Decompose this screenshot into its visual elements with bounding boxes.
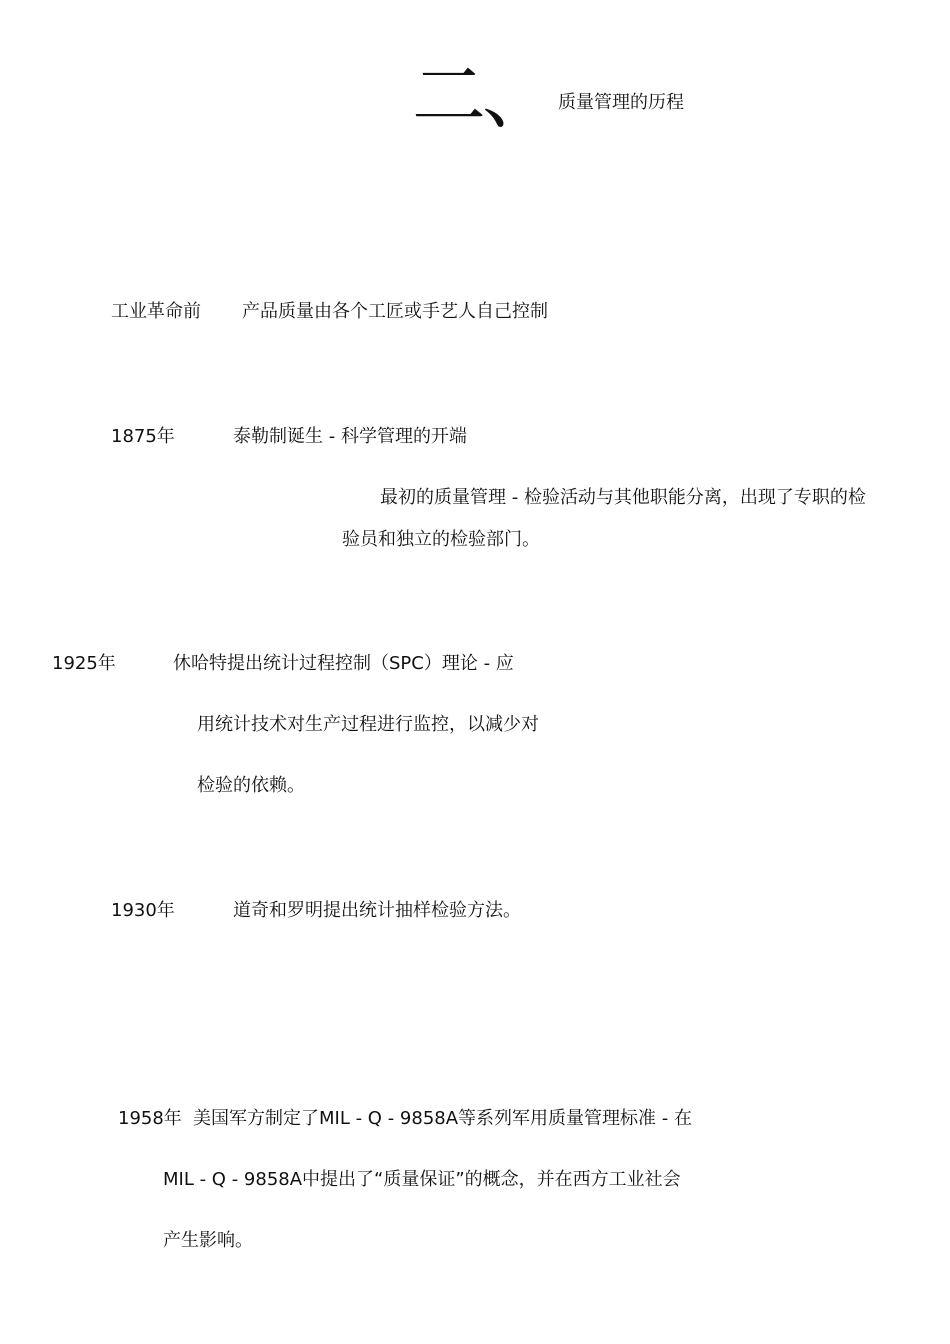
entry-text-continued: 最初的质量管理 - 检验活动与其他职能分离，出现了专职的检 xyxy=(380,487,866,508)
section-title: 质量管理的历程 xyxy=(558,92,684,113)
entry-label: 工业革命前 xyxy=(111,301,201,322)
entry-text: 产品质量由各个工匠或手艺人自己控制 xyxy=(242,301,548,322)
entry-label: 1875年 xyxy=(111,426,175,447)
entry-text: MIL - Q - 9858A中提出了“质量保证”的概念，并在西方工业社会 xyxy=(163,1169,681,1190)
entry-text-continued: 验员和独立的检验部门。 xyxy=(342,529,540,550)
entry-label: 1930年 xyxy=(111,900,175,921)
entry-text: 产生影响。 xyxy=(163,1230,253,1251)
entry-text: 休哈特提出统计过程控制（SPC）理论 - 应 xyxy=(173,653,514,674)
section-numeral: 二、 xyxy=(412,53,552,139)
entry-text: 泰勒制诞生 - 科学管理的开端 xyxy=(233,426,467,447)
entry-text: 用统计技术对生产过程进行监控，以减少对 xyxy=(197,714,539,735)
entry-text: 道奇和罗明提出统计抽样检验方法。 xyxy=(233,900,521,921)
entry-text: 检验的依赖。 xyxy=(197,775,305,796)
entry-label: 1925年 xyxy=(52,653,116,674)
entry-text: 美国军方制定了MIL - Q - 9858A等系列军用质量管理标准 - 在 xyxy=(193,1108,692,1129)
entry-label: 1958年 xyxy=(118,1108,182,1129)
